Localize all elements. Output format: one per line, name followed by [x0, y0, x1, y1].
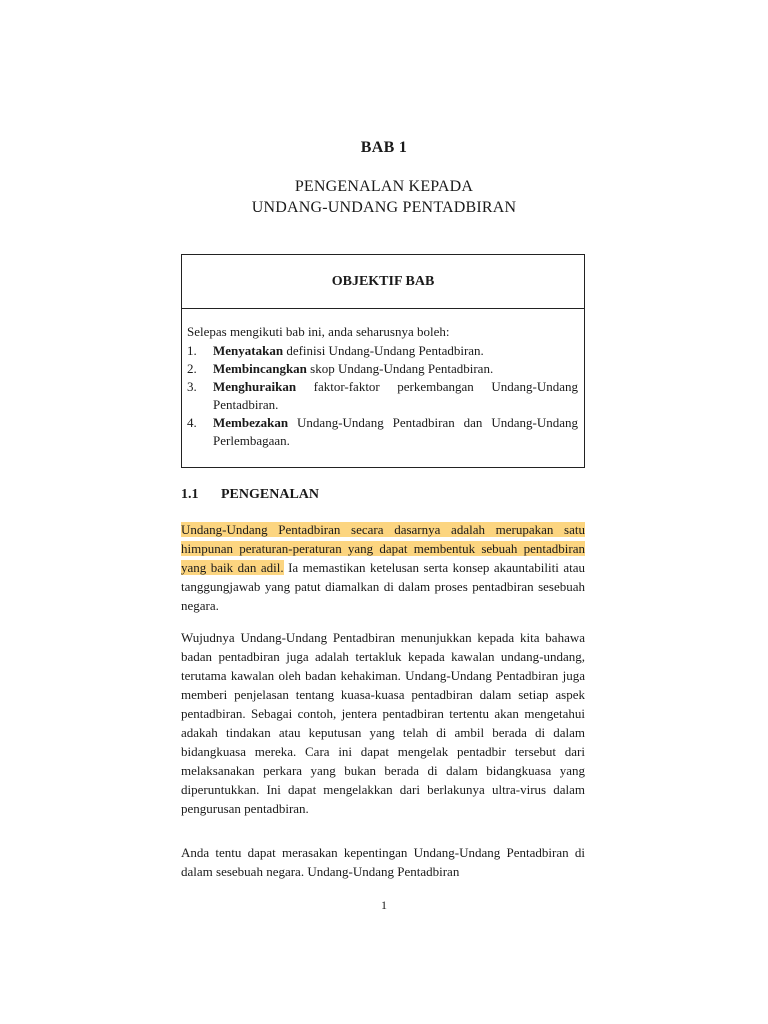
- paragraph-1: [181, 520, 585, 615]
- objective-text: [213, 342, 578, 360]
- objective-number: 1.: [187, 343, 197, 358]
- objectives-body: [182, 309, 584, 450]
- objectives-intro: Selepas mengikuti bab ini, anda seharusnya boleh:: [187, 324, 450, 339]
- objective-item: [187, 378, 578, 414]
- objective-item: [187, 360, 578, 378]
- objective-verb: Membezakan: [213, 415, 289, 430]
- chapter-label: BAB 1: [360, 139, 408, 156]
- objective-verb: Menghuraikan: [213, 379, 297, 394]
- objectives-box: [181, 254, 585, 468]
- objective-number: 3.: [187, 379, 197, 394]
- objective-description: definisi Undang-Undang Pentadbiran.: [283, 343, 484, 358]
- objective-item: [187, 414, 578, 450]
- objective-verb: Menyatakan: [213, 343, 284, 358]
- section-title: PENGENALAN: [221, 487, 320, 502]
- chapter-title-line-1: PENGENALAN KEPADA: [294, 178, 474, 195]
- chapter-title-line-2: UNDANG-UNDANG PENTADBIRAN: [251, 199, 517, 216]
- paragraph-1-rest: Ia memastikan ketelusan serta konsep akauntabiliti atau tanggungjawab yang patut diamalkan di dalam proses pentadbiran sesebuah negara.: [181, 560, 585, 613]
- paragraph-3: Anda tentu dapat merasakan kepentingan Undang-Undang Pentadbiran di dalam sesebuah negara. Undang-Undang Pentadbiran: [181, 845, 585, 879]
- objective-description: skop Undang-Undang Pentadbiran.: [306, 361, 494, 376]
- highlighted-text: Undang-Undang Pentadbiran secara dasarnya adalah merupakan satu himpunan peraturan-peraturan yang dapat membentuk sebuah pentadbiran yang baik dan adil.: [181, 522, 585, 575]
- section-heading: [181, 487, 319, 503]
- section-number: 1.1: [181, 487, 199, 502]
- objectives-heading: OBJEKTIF BAB: [182, 255, 584, 309]
- objective-verb: Membincangkan: [213, 361, 307, 376]
- objective-item: [187, 342, 578, 360]
- objective-number: 4.: [187, 415, 197, 430]
- objective-text: [213, 378, 578, 414]
- page-number: 1: [381, 898, 387, 912]
- paragraph-2: Wujudnya Undang-Undang Pentadbiran menunjukkan kepada kita bahawa badan pentadbiran juga adalah tertakluk kepada kawalan undang-undang, terutama kawalan oleh badan kehakiman. Undang-Undang Pentadbiran juga memberi penjelasan tentang kuasa-kuasa pentadbiran dalam setiap aspek pentadbiran. Sebagai contoh, jentera pentadbiran tertentu akan mengetahui adakah tindakan atau keputusan yang telah di ambil berada di dalam bidangkuasa mereka. Cara ini dapat mengelak pentadbir tersebut dari melaksanakan perkara yang bukan berada di dalam bidangkuasa yang diperuntukkan. Ini dapat mengelakkan dari berlakunya ultra-virus dalam pengurusan pentadbiran.: [181, 630, 585, 816]
- objective-description: faktor-faktor perkembangan Undang-Undang Pentadbiran.: [213, 379, 578, 412]
- objective-text: [213, 414, 578, 450]
- objective-description: Undang-Undang Pentadbiran dan Undang-Undang Perlembagaan.: [213, 415, 578, 448]
- objective-number: 2.: [187, 361, 197, 376]
- objective-text: [213, 360, 578, 378]
